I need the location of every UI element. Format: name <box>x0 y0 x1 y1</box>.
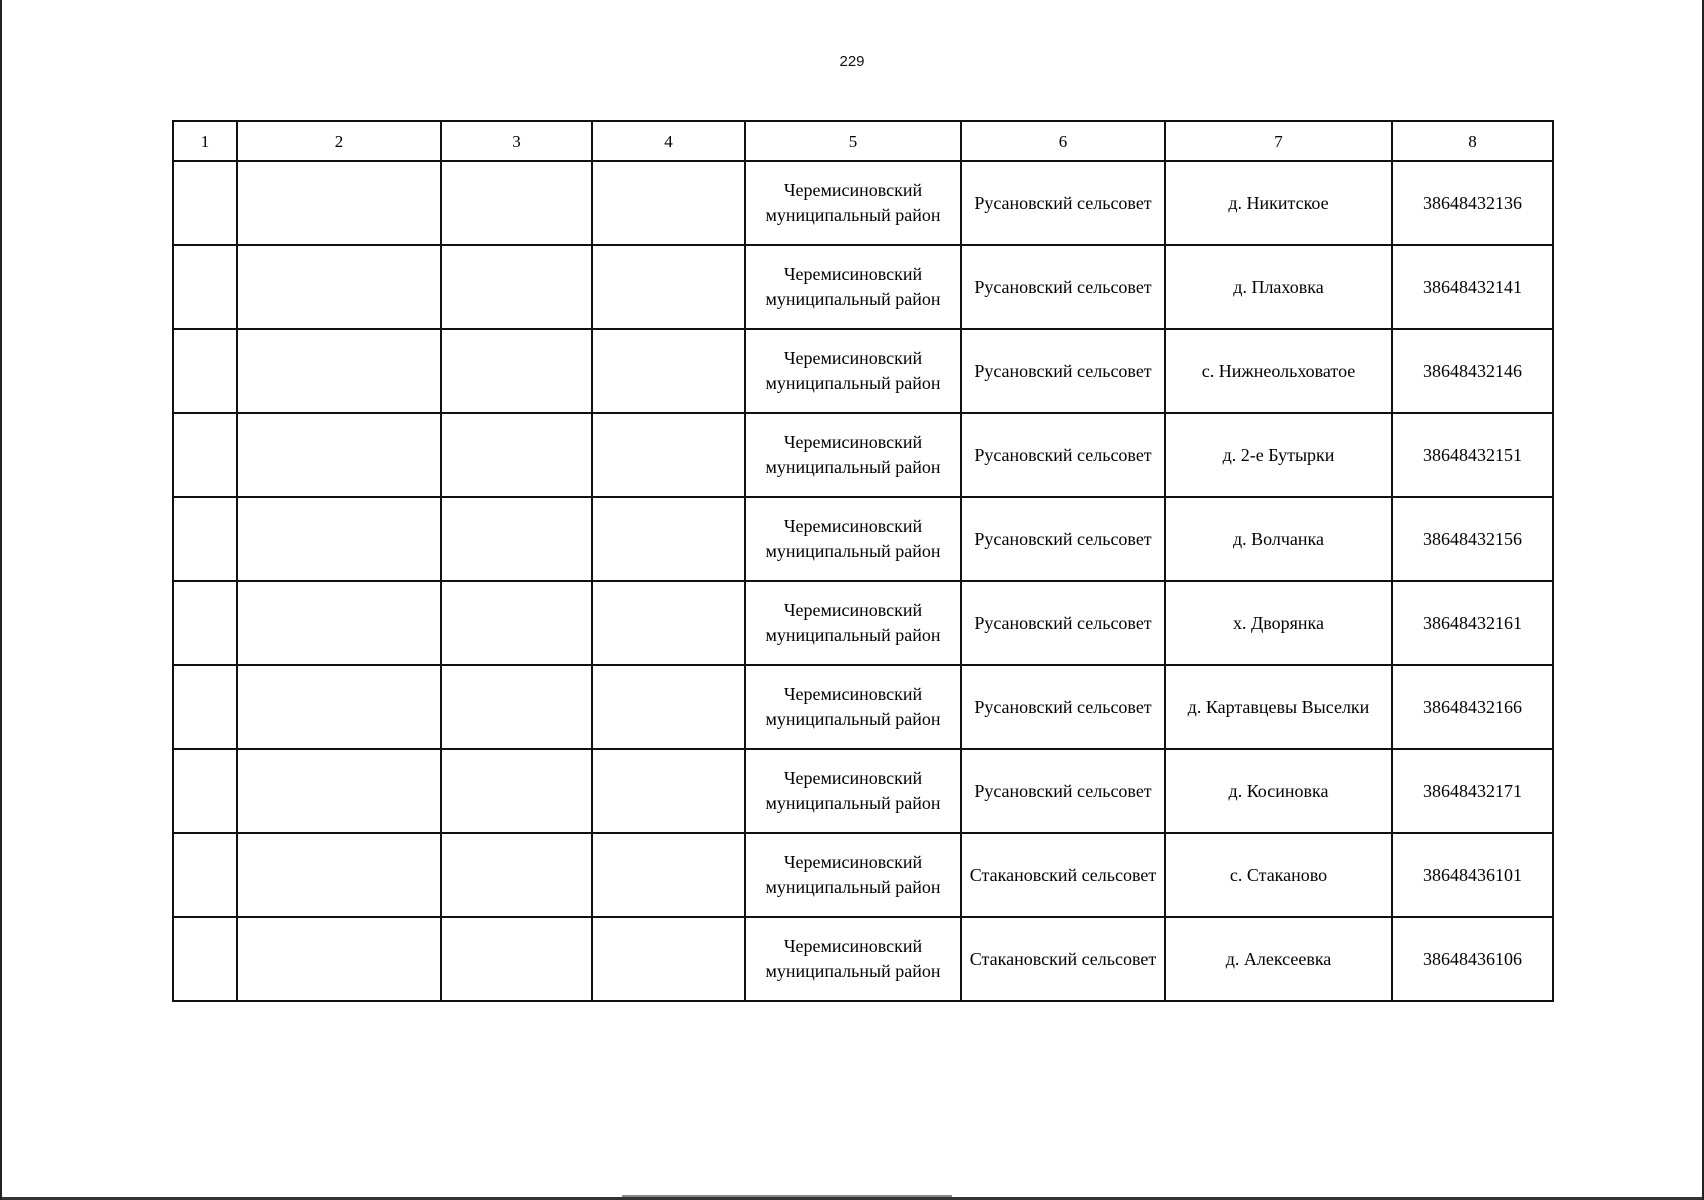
cell-col-2 <box>237 833 441 917</box>
cell-oktmo-code: 38648432156 <box>1392 497 1553 581</box>
cell-settlement: х. Дворянка <box>1165 581 1392 665</box>
table-row <box>173 245 1553 329</box>
cell-col-4 <box>592 413 745 497</box>
cell-col-2 <box>237 581 441 665</box>
cell-col-2 <box>237 665 441 749</box>
table-row <box>173 413 1553 497</box>
cell-settlement: д. Плаховка <box>1165 245 1392 329</box>
cell-council: Русановский сельсовет <box>961 329 1165 413</box>
cell-district: Черемисиновский муниципальный район <box>745 917 961 1001</box>
header-row <box>173 121 1553 161</box>
cell-oktmo-code: 38648436101 <box>1392 833 1553 917</box>
cell-col-3 <box>441 497 592 581</box>
column-header: 8 <box>1392 121 1553 161</box>
register-table <box>172 120 1554 1002</box>
cell-col-2 <box>237 917 441 1001</box>
cell-col-4 <box>592 917 745 1001</box>
cell-oktmo-code: 38648432151 <box>1392 413 1553 497</box>
cell-district: Черемисиновский муниципальный район <box>745 245 961 329</box>
cell-col-4 <box>592 581 745 665</box>
cell-council: Русановский сельсовет <box>961 497 1165 581</box>
cell-settlement: д. Никитское <box>1165 161 1392 245</box>
table-row <box>173 161 1553 245</box>
cell-col-1 <box>173 161 237 245</box>
cell-council: Русановский сельсовет <box>961 245 1165 329</box>
cell-district: Черемисиновский муниципальный район <box>745 413 961 497</box>
cell-council: Русановский сельсовет <box>961 581 1165 665</box>
cell-col-1 <box>173 329 237 413</box>
cell-district: Черемисиновский муниципальный район <box>745 329 961 413</box>
column-header: 7 <box>1165 121 1392 161</box>
cell-col-3 <box>441 665 592 749</box>
cell-district: Черемисиновский муниципальный район <box>745 665 961 749</box>
cell-col-3 <box>441 329 592 413</box>
cell-col-3 <box>441 917 592 1001</box>
cell-district: Черемисиновский муниципальный район <box>745 161 961 245</box>
cell-col-1 <box>173 749 237 833</box>
cell-col-1 <box>173 833 237 917</box>
cell-settlement: д. Волчанка <box>1165 497 1392 581</box>
cell-col-3 <box>441 833 592 917</box>
cell-col-2 <box>237 245 441 329</box>
cell-col-4 <box>592 329 745 413</box>
cell-settlement: д. 2-е Бутырки <box>1165 413 1392 497</box>
page-number: 229 <box>839 53 865 70</box>
cell-col-1 <box>173 245 237 329</box>
cell-settlement: д. Косиновка <box>1165 749 1392 833</box>
cell-col-2 <box>237 329 441 413</box>
cell-oktmo-code: 38648436106 <box>1392 917 1553 1001</box>
cell-council: Русановский сельсовет <box>961 413 1165 497</box>
cell-col-3 <box>441 581 592 665</box>
column-header: 4 <box>592 121 745 161</box>
table-row <box>173 581 1553 665</box>
column-header: 2 <box>237 121 441 161</box>
table-row <box>173 497 1553 581</box>
cell-settlement: с. Стаканово <box>1165 833 1392 917</box>
cell-oktmo-code: 38648432171 <box>1392 749 1553 833</box>
cell-col-4 <box>592 497 745 581</box>
scan-bottom-edge <box>622 1195 952 1197</box>
cell-oktmo-code: 38648432166 <box>1392 665 1553 749</box>
cell-council: Стакановский сельсовет <box>961 917 1165 1001</box>
cell-council: Русановский сельсовет <box>961 665 1165 749</box>
column-header: 6 <box>961 121 1165 161</box>
table-row <box>173 329 1553 413</box>
cell-col-2 <box>237 749 441 833</box>
cell-oktmo-code: 38648432136 <box>1392 161 1553 245</box>
cell-col-1 <box>173 917 237 1001</box>
column-header: 3 <box>441 121 592 161</box>
cell-district: Черемисиновский муниципальный район <box>745 497 961 581</box>
table-row <box>173 833 1553 917</box>
table-body <box>173 161 1553 1001</box>
column-header: 5 <box>745 121 961 161</box>
cell-col-4 <box>592 245 745 329</box>
table-row <box>173 917 1553 1001</box>
cell-district: Черемисиновский муниципальный район <box>745 833 961 917</box>
column-header: 1 <box>173 121 237 161</box>
cell-col-2 <box>237 161 441 245</box>
cell-col-3 <box>441 413 592 497</box>
cell-oktmo-code: 38648432161 <box>1392 581 1553 665</box>
cell-col-1 <box>173 581 237 665</box>
cell-council: Русановский сельсовет <box>961 749 1165 833</box>
cell-col-3 <box>441 245 592 329</box>
cell-oktmo-code: 38648432146 <box>1392 329 1553 413</box>
cell-settlement: с. Нижнеольховатое <box>1165 329 1392 413</box>
cell-col-4 <box>592 749 745 833</box>
cell-col-3 <box>441 161 592 245</box>
cell-col-4 <box>592 161 745 245</box>
cell-settlement: д. Картавцевы Выселки <box>1165 665 1392 749</box>
cell-settlement: д. Алексеевка <box>1165 917 1392 1001</box>
cell-col-4 <box>592 833 745 917</box>
cell-col-1 <box>173 665 237 749</box>
cell-district: Черемисиновский муниципальный район <box>745 581 961 665</box>
cell-district: Черемисиновский муниципальный район <box>745 749 961 833</box>
table-row <box>173 749 1553 833</box>
cell-col-3 <box>441 749 592 833</box>
table-row <box>173 665 1553 749</box>
cell-col-1 <box>173 413 237 497</box>
cell-council: Стакановский сельсовет <box>961 833 1165 917</box>
cell-col-2 <box>237 413 441 497</box>
cell-col-2 <box>237 497 441 581</box>
cell-col-4 <box>592 665 745 749</box>
cell-council: Русановский сельсовет <box>961 161 1165 245</box>
cell-oktmo-code: 38648432141 <box>1392 245 1553 329</box>
cell-col-1 <box>173 497 237 581</box>
